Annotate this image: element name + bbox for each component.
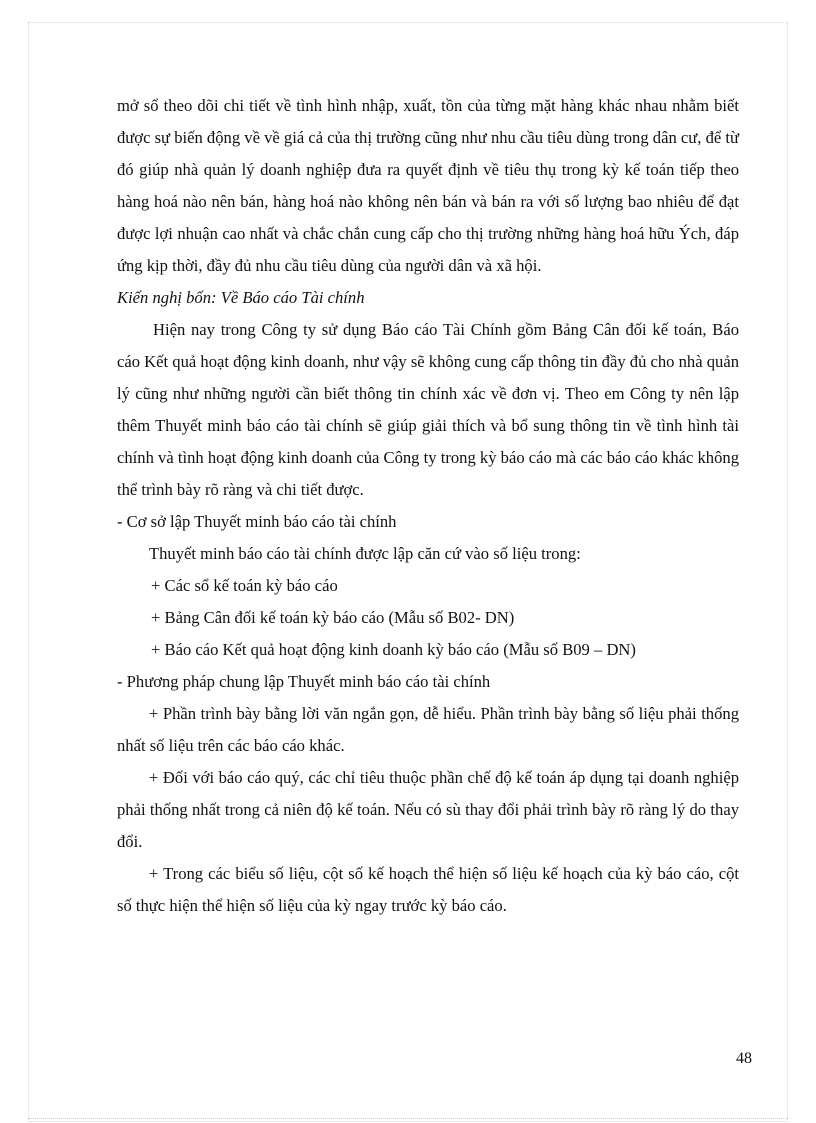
paragraph-method-3: + Trong các biểu số liệu, cột số kế hoạch thể hiện số liệu kế hoạch của kỳ báo cáo, cột số thực hiện thể hiện số liệu của kỳ ngay trước kỳ báo cáo. (117, 864, 739, 915)
list-item-2: + Bảng Cân đối kế toán kỳ báo cáo (Mẫu số B02- DN) (151, 608, 515, 627)
paragraph-method-1: + Phần trình bày bằng lời văn ngắn gọn, dễ hiểu. Phần trình bày bằng số liệu phải thống nhất số liệu trên các báo cáo khác. (117, 704, 739, 755)
subheading-basis: - Cơ sở lập Thuyết minh báo cáo tài chính (117, 512, 397, 531)
section-heading: Kiến nghị bốn: Về Báo cáo Tài chính (117, 288, 365, 307)
document-body (117, 90, 739, 922)
paragraph-continuation: mở sổ theo dõi chi tiết về tình hình nhập, xuất, tồn của từng mặt hàng khác nhau nhằm biết được sự biến động về về giá cả của thị trường cũng như nhu cầu tiêu dùng trong dân cư, để từ đó giúp nhà quản lý doanh nghiệp đưa ra quyết định về tiêu thụ trong kỳ kế toán tiếp theo hàng hoá nào nên bán, hàng hoá nào không nên bán và bán ra với số lượng bao nhiêu để đạt được lợi nhuận cao nhất và chắc chắn cung cấp cho thị trường những hàng hoá hữu Ých, đáp ứng kịp thời, đầy đủ nhu cầu tiêu dùng của người dân và xã hội. (117, 96, 739, 275)
paragraph-method-2: + Đối với báo cáo quý, các chỉ tiêu thuộc phần chế độ kế toán áp dụng tại doanh nghiệp phải thống nhất trong cả niên độ kế toán. Nếu có sù thay đổi phải trình bày rõ ràng lý do thay đổi. (117, 768, 739, 851)
list-item-1: + Các sổ kế toán kỳ báo cáo (151, 576, 338, 595)
page-number: 48 (736, 1050, 752, 1067)
list-item-3: + Báo cáo Kết quả hoạt động kinh doanh kỳ báo cáo (Mẫu số B09 – DN) (151, 640, 636, 659)
basis-intro: Thuyết minh báo cáo tài chính được lập căn cứ vào số liệu trong: (149, 544, 581, 563)
paragraph-financial-report: Hiện nay trong Công ty sử dụng Báo cáo Tài Chính gồm Bảng Cân đối kế toán, Báo cáo Kết quả hoạt động kinh doanh, như vậy sẽ không cung cấp thông tin đầy đủ cho nhà quản lý cũng như những người cần biết thông tin chính xác về đơn vị. Theo em Công ty nên lập thêm Thuyết minh báo cáo tài chính sẽ giúp giải thích và bổ sung thông tin về tình hình tài chính và tình hoạt động kinh doanh của Công ty trong kỳ báo cáo mà các báo cáo khác không thể trình bày rõ ràng và chi tiết được. (117, 320, 739, 499)
subheading-method: - Phương pháp chung lập Thuyết minh báo cáo tài chính (117, 672, 491, 691)
bottom-rule (28, 1118, 788, 1119)
